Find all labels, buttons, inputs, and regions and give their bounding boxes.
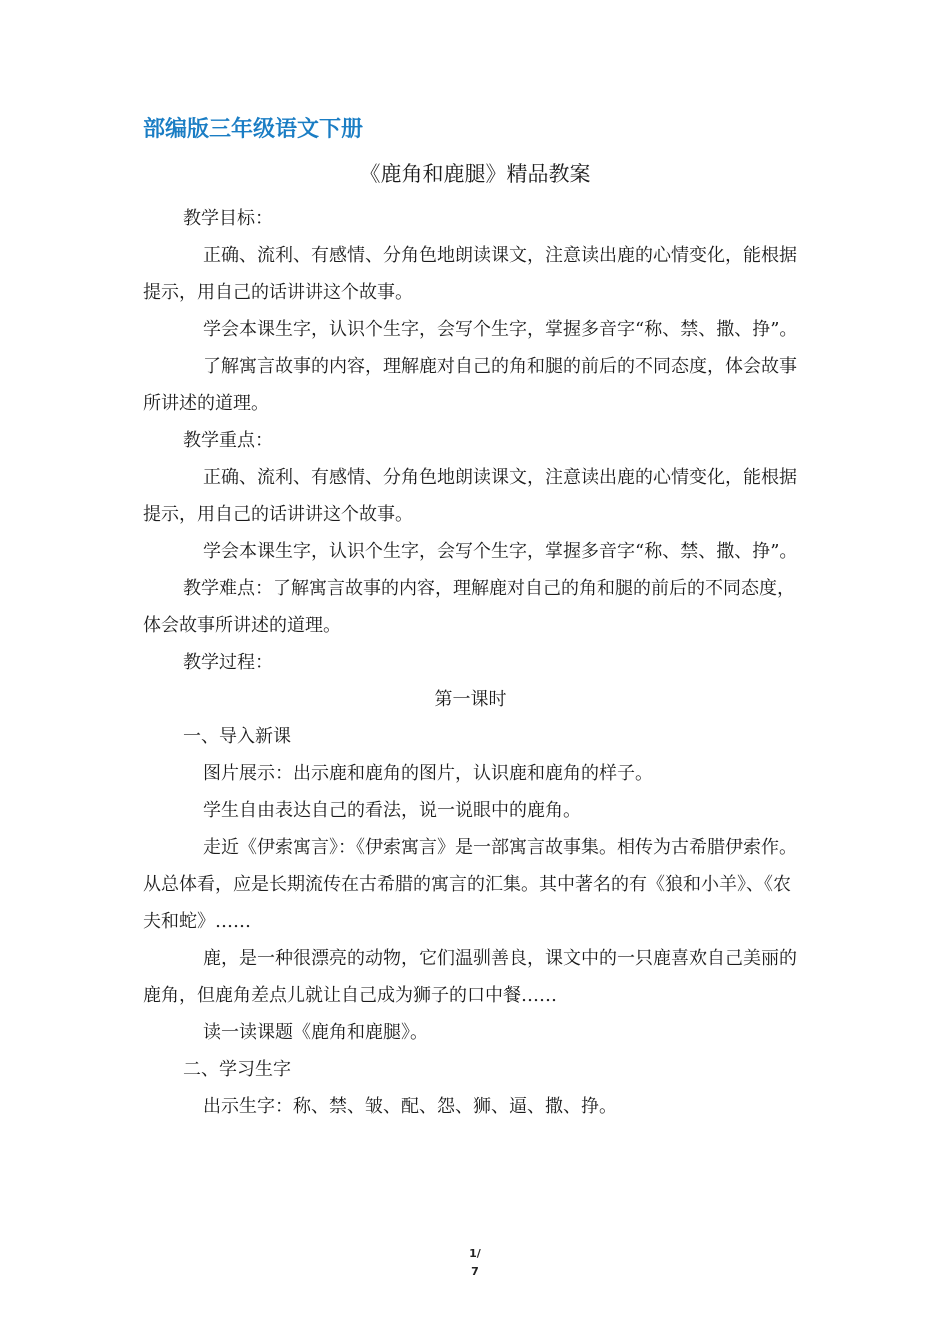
difficulty-paragraph: 教学难点：了解寓言故事的内容，理解鹿对自己的角和腿的前后的不同态度，体会故事所讲述的道理。	[143, 578, 795, 636]
part1-paragraph-5: 读一读课题《鹿角和鹿腿》。	[203, 1022, 428, 1043]
part1-paragraph-2: 学生自由表达自己的看法，说一说眼中的鹿角。	[203, 800, 581, 821]
part1-paragraph-1: 图片展示：出示鹿和鹿角的图片，认识鹿和鹿角的样子。	[203, 763, 653, 784]
page-number	[0, 1245, 950, 1281]
part1-heading: 一、导入新课	[183, 726, 291, 747]
page-number-current: 1/	[469, 1247, 481, 1260]
key-point-paragraph-2: 学会本课生字，认识个生字，会写个生字，掌握多音字“称、禁、撒、挣”。	[203, 541, 798, 562]
lesson-title: 第一课时	[434, 689, 507, 710]
part1-paragraph-3: 走近《伊索寓言》：《伊索寓言》是一部寓言故事集。相传为古希腊伊索作。从总体看，应是长期流传在古希腊的寓言的汇集。其中著名的有《狼和小羊》、《农夫和蛇》……	[143, 837, 797, 932]
document-body	[143, 200, 798, 1125]
goals-heading: 教学目标：	[183, 208, 273, 229]
process-heading: 教学过程：	[183, 652, 273, 673]
key-points-heading: 教学重点：	[183, 430, 273, 451]
goal-paragraph-2: 学会本课生字，认识个生字，会写个生字，掌握多音字“称、禁、撒、挣”。	[203, 319, 798, 340]
part2-paragraph-1: 出示生字：称、禁、皱、配、怨、狮、逼、撒、挣。	[203, 1096, 617, 1117]
goal-paragraph-1: 正确、流利、有感情、分角色地朗读课文，注意读出鹿的心情变化，能根据提示，用自己的话讲讲这个故事。	[143, 245, 797, 303]
document-header: 部编版三年级语文下册	[143, 117, 364, 142]
document-title: 《鹿角和鹿腿》精品教案	[359, 162, 591, 186]
goal-paragraph-3: 了解寓言故事的内容，理解鹿对自己的角和腿的前后的不同态度，体会故事所讲述的道理。	[143, 356, 797, 414]
key-point-paragraph-1: 正确、流利、有感情、分角色地朗读课文，注意读出鹿的心情变化，能根据提示，用自己的话讲讲这个故事。	[143, 467, 797, 525]
page-number-total: 7	[471, 1265, 479, 1278]
part1-paragraph-4: 鹿，是一种很漂亮的动物，它们温驯善良，课文中的一只鹿喜欢自己美丽的鹿角，但鹿角差点儿就让自己成为狮子的口中餐……	[143, 948, 797, 1006]
part2-heading: 二、学习生字	[183, 1059, 291, 1080]
